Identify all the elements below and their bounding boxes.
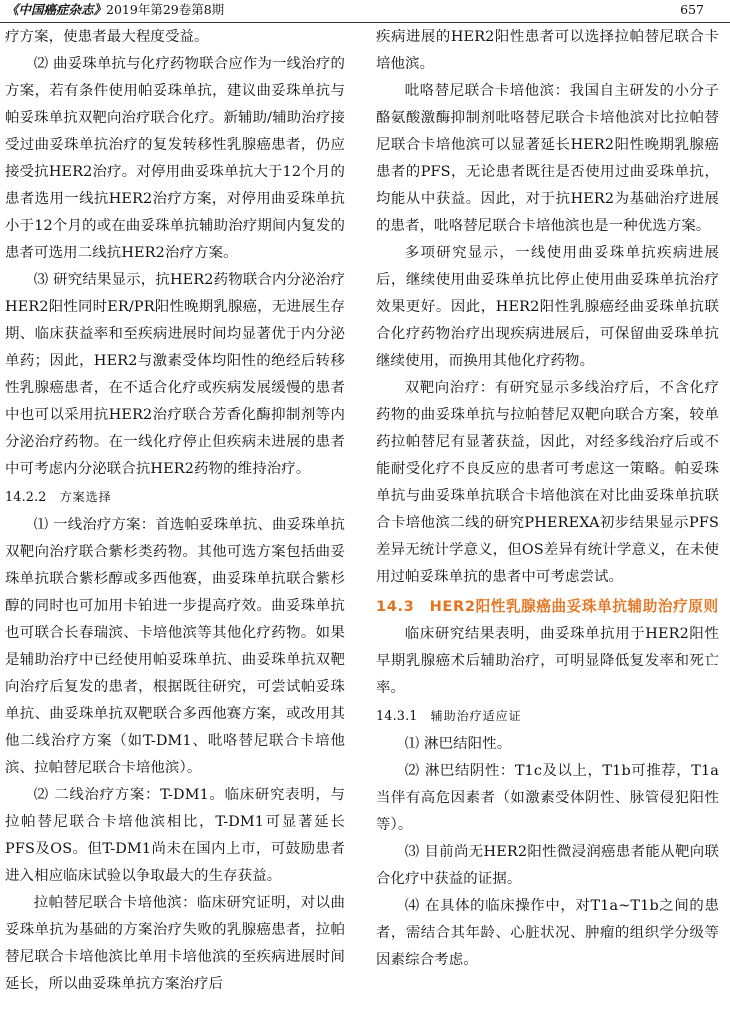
paragraph: ⑴ 淋巴结阳性。 — [404, 736, 512, 752]
subsection-heading — [5, 483, 345, 512]
paragraph: 双靶向治疗：有研究显示多线治疗后，不含化疗药物的曲妥珠单抗与拉帕替尼双靶向联合方案，较单药拉帕替尼有显著获益，因此，对经多线治疗后或不能耐受化疗不良反应的患者可考虑这一策略。帕妥珠单抗与曲妥珠单抗联合卡培他滨在对比曲妥珠单抗联合卡培他滨二线的研究PHEREXA初步结果显示PFS差异无统计学意义，但OS差异有统计学意义，在未使用过帕妥珠单抗的患者中可考虑尝试。 — [376, 380, 719, 585]
subsection-heading — [376, 702, 719, 731]
paragraph: ⑵ 二线治疗方案：T-DM1。临床研究表明，与拉帕替尼联合卡培他滨相比，T-DM1可显著延长PFS及OS。但T-DM1尚未在国内上市，可鼓励患者进入相应临床试验以争取最大的生存获益。 — [5, 787, 345, 884]
page-header — [0, 0, 730, 23]
left-column — [5, 24, 345, 998]
subsection-number: 14.2.2 — [5, 490, 47, 505]
section-heading: 14.3 HER2阳性乳腺癌曲妥珠单抗辅助治疗原则 — [376, 598, 719, 615]
journal-title: 《中国癌症杂志》 — [6, 2, 107, 17]
paragraph: ⑶ 目前尚无HER2阳性微浸润癌患者能从靶向联合化疗中获益的证据。 — [376, 844, 719, 887]
journal-issue — [6, 0, 224, 20]
paragraph: ⑴ 一线治疗方案：首选帕妥珠单抗、曲妥珠单抗双靶向治疗联合紫杉类药物。其他可选方案包括曲妥珠单抗联合紫杉醇或多西他赛，曲妥珠单抗联合紫杉醇的同时也可加用卡铂进一步提高疗效。曲妥珠单抗也可联合长春瑞滨、卡培他滨等其他化疗药物。如果是辅助治疗中已经使用帕妥珠单抗、曲妥珠单抗双靶向治疗后复发的患者，根据既往研究，可尝试帕妥珠单抗、曲妥珠单抗双靶联合多西他赛方案，或改用其他二线治疗方案（如T-DM1、吡咯替尼联合卡培他滨、拉帕替尼联合卡培他滨）。 — [5, 517, 345, 776]
right-column — [376, 24, 719, 974]
paragraph: ⑶ 研究结果显示，抗HER2药物联合内分泌治疗HER2阳性同时ER/PR阳性晚期乳腺癌，无进展生存期、临床获益率和至疾病进展时间均显著优于内分泌单药；因此，HER2与激素受体均阳性的绝经后转移性乳腺癌患者，在不适合化疗或疾病发展缓慢的患者中也可以采用抗HER2治疗联合芳香化酶抑制剂等内分泌治疗药物。在一线化疗停止但疾病未进展的患者中可考虑内分泌联合抗HER2药物的维持治疗。 — [5, 272, 345, 477]
paragraph: 多项研究显示，一线使用曲妥珠单抗疾病进展后，继续使用曲妥珠单抗比停止使用曲妥珠单抗治疗效果更好。因此，HER2阳性乳腺癌经曲妥珠单抗联合化疗药物治疗出现疾病进展后，可保留曲妥珠单抗继续使用，而换用其他化疗药物。 — [376, 245, 719, 369]
issue-info: 2019年第29卷第8期 — [106, 2, 225, 17]
paragraph: 吡咯替尼联合卡培他滨：我国自主研发的小分子酪氨酸激酶抑制剂吡咯替尼联合卡培他滨对比拉帕替尼联合卡培他滨可以显著延长HER2阳性晚期乳腺癌患者的PFS，无论患者既往是否使用过曲妥珠单抗，均能从中获益。因此，对于抗HER2为基础治疗进展的患者，吡咯替尼联合卡培他滨也是一种优选方案。 — [376, 83, 719, 234]
paragraph: 临床研究结果表明，曲妥珠单抗用于HER2阳性早期乳腺癌术后辅助治疗，可明显降低复发率和死亡率。 — [376, 626, 719, 696]
subsection-title: 辅助治疗适应证 — [430, 709, 522, 723]
paragraph: 拉帕替尼联合卡培他滨：临床研究证明，对以曲妥珠单抗为基础的方案治疗失败的乳腺癌患者，拉帕替尼联合卡培他滨比单用卡培他滨的至疾病进展时间延长，所以曲妥珠单抗方案治疗后 — [5, 895, 345, 992]
paragraph: ⑵ 曲妥珠单抗与化疗药物联合应作为一线治疗的方案，若有条件使用帕妥珠单抗，建议曲妥珠单抗与帕妥珠单抗双靶向治疗联合化疗。新辅助/辅助治疗接受过曲妥珠单抗治疗的复发转移性乳腺癌患者，仍应接受抗HER2治疗。对停用曲妥珠单抗大于12个月的患者选用一线抗HER2治疗方案，对停用曲妥珠单抗小于12个月的或在曲妥珠单抗辅助治疗期间内复发的患者可选用二线抗HER2治疗方案。 — [5, 56, 345, 261]
subsection-number: 14.3.1 — [376, 709, 418, 724]
subsection-title: 方案选择 — [59, 490, 112, 504]
paragraph: 疾病进展的HER2阳性患者可以选择拉帕替尼联合卡培他滨。 — [376, 29, 719, 72]
paragraph: ⑵ 淋巴结阴性：T1c及以上，T1b可推荐，T1a当伴有高危因素者（如激素受体阴性、脉管侵犯阳性等）。 — [376, 763, 719, 833]
paragraph: 疗方案，使患者最大程度受益。 — [5, 29, 209, 45]
paragraph: ⑷ 在具体的临床操作中，对T1a~T1b之间的患者，需结合其年龄、心脏状况、肿瘤的组织学分级等因素综合考虑。 — [376, 898, 719, 968]
page-number: 657 — [680, 2, 704, 17]
